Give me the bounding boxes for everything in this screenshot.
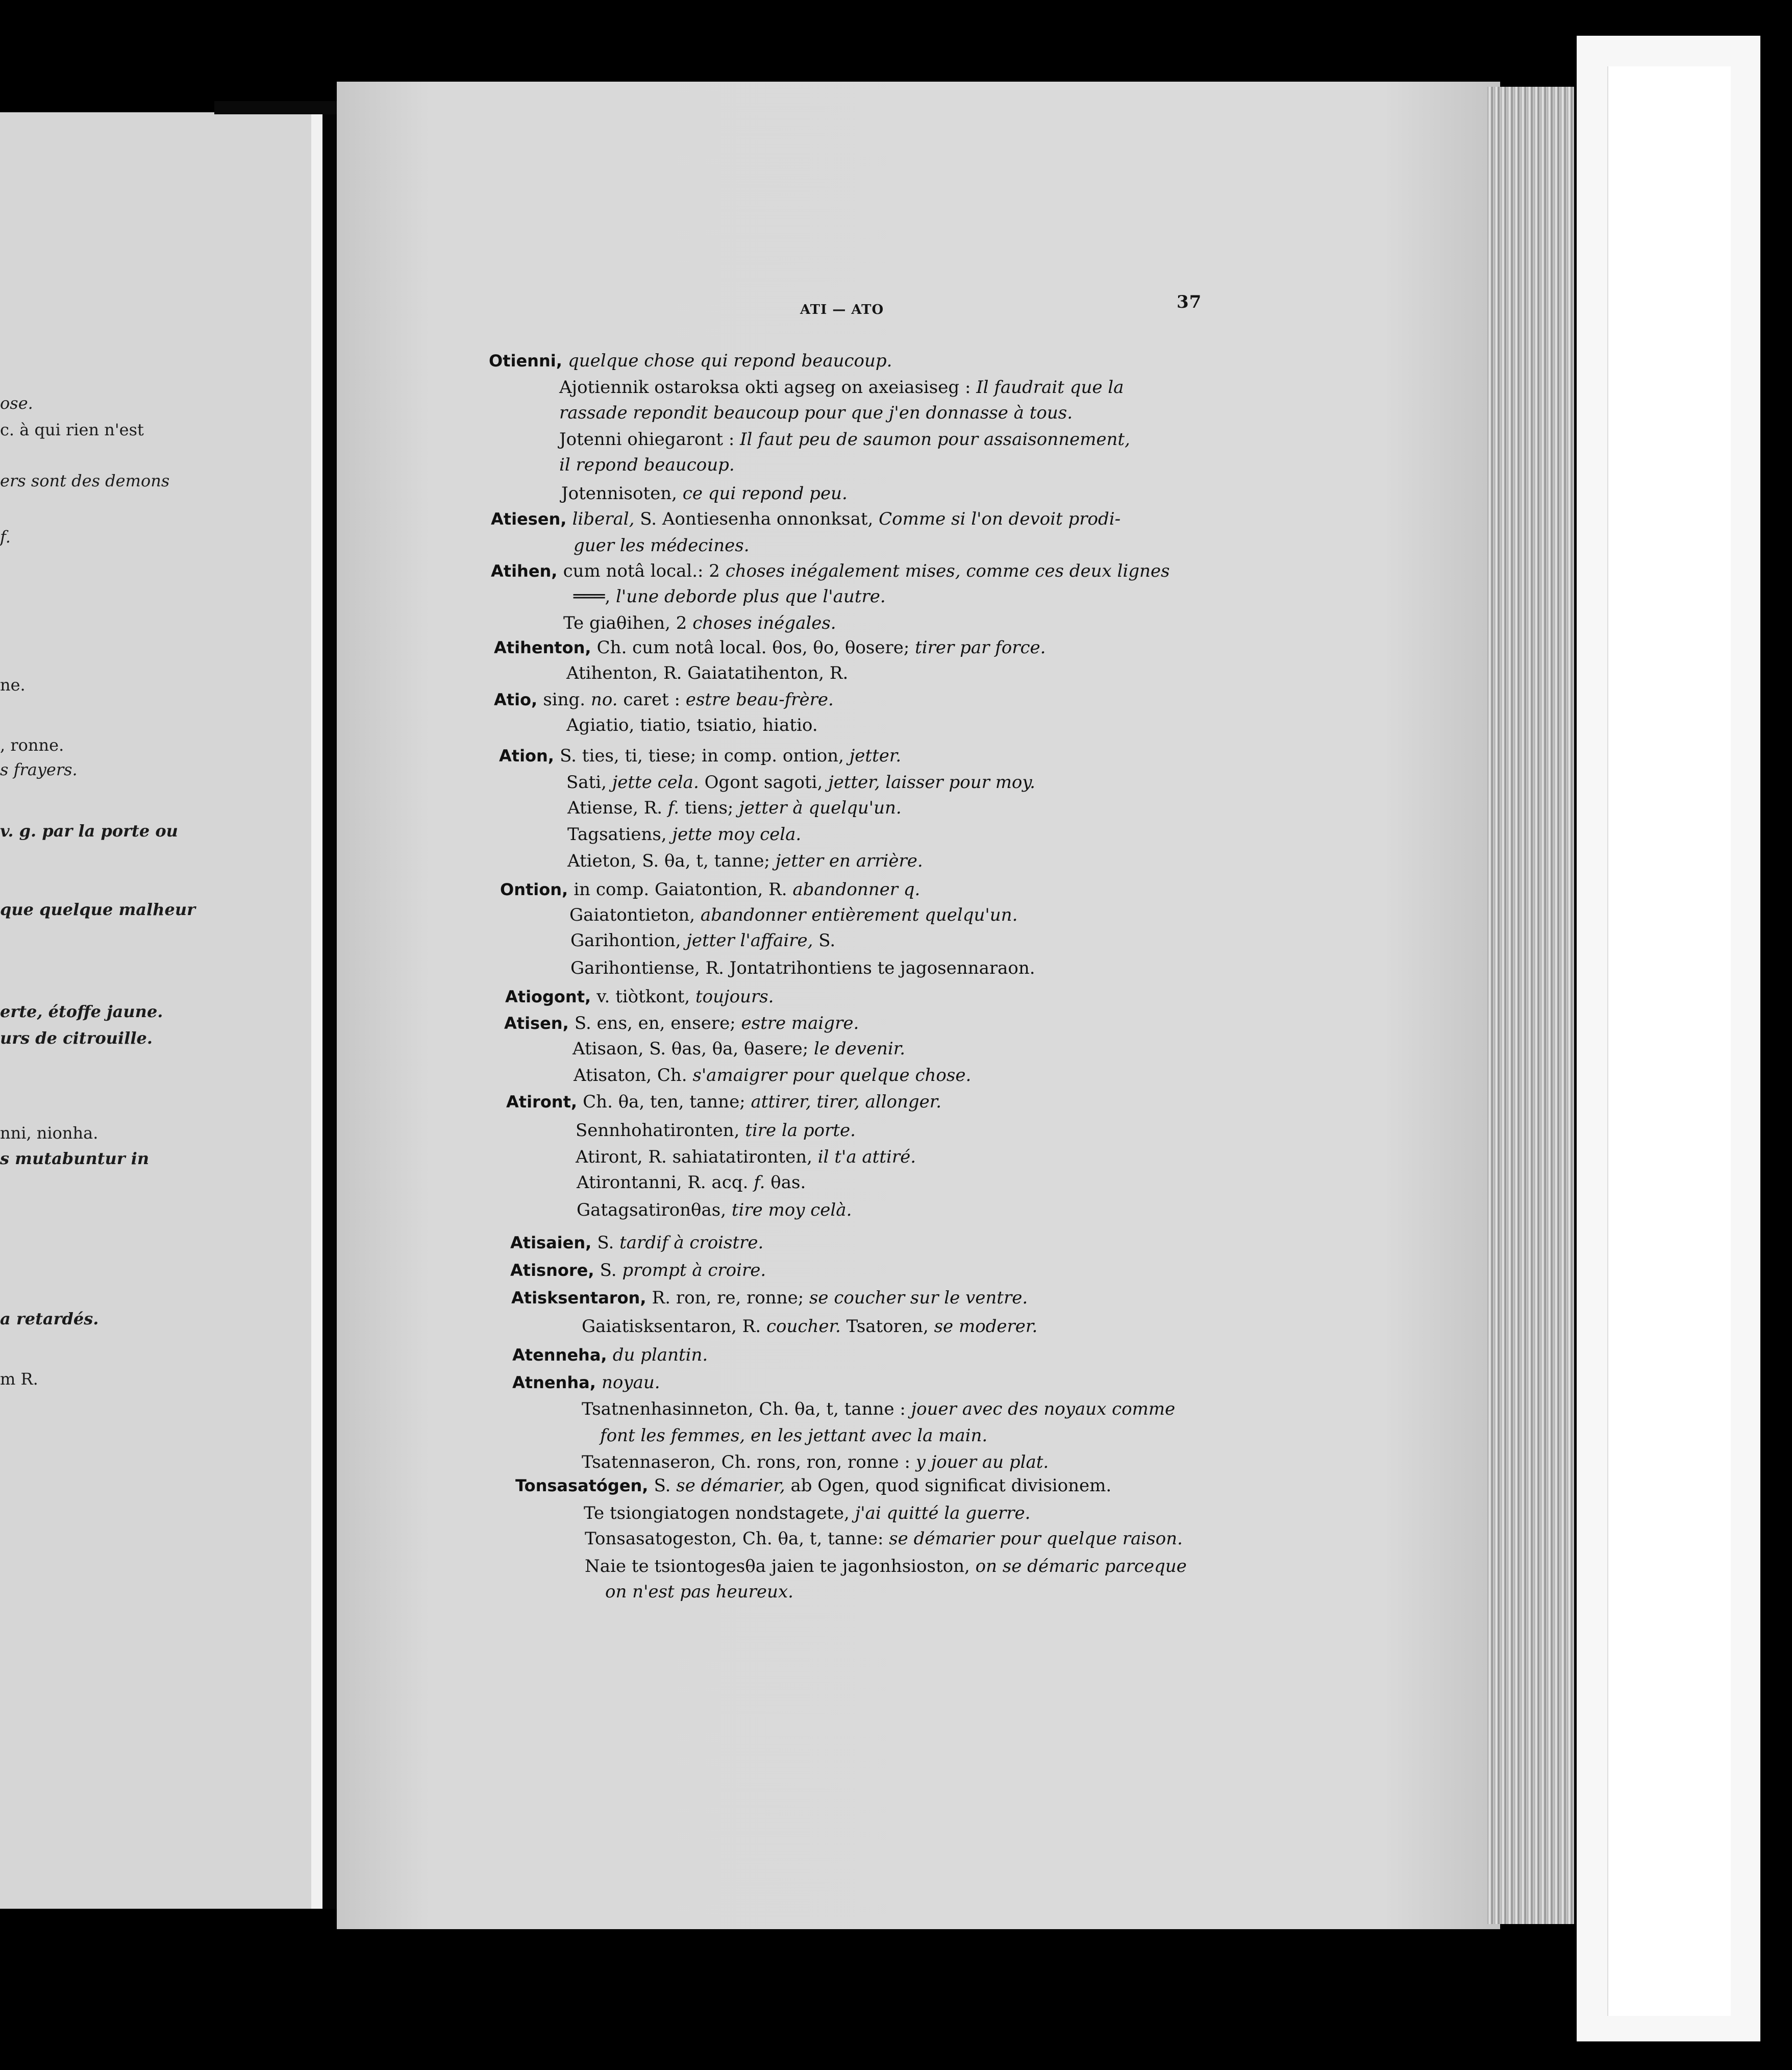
entry-line-headword [500, 879, 920, 900]
entry-text: v. tiòtkont, [596, 987, 695, 1007]
entry-text: Agiatio, tiatio, tsiatio, hiatio. [566, 715, 818, 735]
entry-line [577, 1199, 852, 1221]
left-fragment: m R. [0, 1369, 38, 1389]
headword: Atio, [494, 690, 543, 709]
headword: Atisnore, [510, 1261, 600, 1280]
definition-text: font les femmes, en les jettant avec la main. [600, 1425, 988, 1446]
definition-text: jetter l'affaire, [686, 930, 819, 951]
entry-line [576, 1146, 916, 1168]
entry-line [567, 850, 923, 872]
entry-text: Ch. cum notâ local. θos, θo, θosere; [596, 637, 915, 658]
entry-line-headword [510, 1260, 766, 1281]
entry-text: R. ron, re, ronne; [652, 1288, 809, 1308]
entry-text: Atisaon, S. θas, θa, θasere; [573, 1039, 814, 1059]
entry-text: Jotennisoten, [561, 483, 683, 504]
entry-text: Tsatnenhasinneton, Ch. θa, t, tanne : [582, 1399, 911, 1419]
definition-text: y jouer au plat. [915, 1452, 1049, 1472]
page-number: 37 [1177, 292, 1202, 312]
definition-text: f. [667, 798, 685, 818]
entry-text: Atihenton, R. Gaiatatihenton, R. [566, 663, 849, 683]
definition-text: jetter, laisser pour moy. [828, 772, 1035, 793]
entry-text: Tagsatiens, [567, 824, 673, 845]
running-header: ATI — ATO [800, 302, 884, 317]
definition-text: rassade repondit beaucoup pour que j'en donnasse à tous. [559, 403, 1073, 423]
entry-line [584, 1502, 1030, 1524]
entry-line [582, 1451, 1049, 1473]
entry-line-headword [491, 560, 1169, 582]
definition-text: s'amaigrer pour quelque chose. [692, 1065, 972, 1086]
headword: Atisksentaron, [511, 1288, 652, 1308]
entry-line [585, 1556, 1187, 1577]
left-fragment: f. [0, 527, 11, 547]
headword: Atihen, [491, 561, 563, 581]
headword: Atisaien, [510, 1233, 598, 1252]
entry-line [566, 772, 1035, 793]
entry-text: Jotenni ohiegaront : [559, 429, 740, 450]
entry-text: Atieton, S. θa, t, tanne; [567, 851, 776, 871]
left-fragment: s mutabuntur in [0, 1149, 150, 1168]
left-fragment: a retardés. [0, 1309, 99, 1328]
headword: Atisen, [504, 1014, 575, 1033]
definition-text: noyau. [602, 1372, 660, 1393]
entry-line [567, 824, 801, 845]
entry-line-headword [512, 1344, 708, 1366]
definition-text: Comme si l'on devoit prodi- [879, 509, 1121, 529]
definition-text: ce qui repond peu. [682, 483, 848, 504]
definition-text: j'ai quitté la guerre. [855, 1503, 1031, 1523]
entry-line [566, 662, 848, 684]
entry-line [563, 612, 836, 634]
entry-text: S. [818, 930, 836, 951]
left-fragment: que quelque malheur [0, 900, 195, 919]
entry-text: Atiense, R. [567, 798, 668, 818]
definition-text: tire la porte. [745, 1120, 856, 1141]
entry-text: Gatagsatironθas, [577, 1200, 732, 1220]
left-fragment: ers sont des demons [0, 471, 170, 490]
definition-text: coucher. [766, 1316, 847, 1337]
definition-text: estre maigre. [741, 1013, 859, 1033]
entry-text: Tonsasatogeston, Ch. θa, t, tanne: [585, 1529, 889, 1549]
entry-text: Te giaθihen, 2 [563, 613, 693, 633]
definition-text: guer les médecines. [574, 535, 750, 556]
scan-frame-inner [1607, 66, 1731, 2016]
entry-line [573, 1038, 905, 1059]
definition-text: on se démaric parceque [975, 1556, 1187, 1576]
entry-line [582, 1398, 1175, 1420]
definition-text: tire moy celà. [731, 1200, 852, 1220]
entry-text: Naie te tsiontogesθa jaien te jagonhsioston, [585, 1556, 976, 1576]
entry-text: Tsatoren, [846, 1316, 934, 1337]
entry-text: Ogont sagoti, [704, 772, 829, 793]
headword: Tonsasatógen, [515, 1476, 654, 1495]
entry-line [570, 957, 1035, 979]
entry-line [559, 402, 1073, 424]
entry-text: S. ties, ti, tiese; in comp. ontion, [560, 746, 850, 766]
entry-text: Sati, [566, 772, 612, 793]
definition-text: jette moy cela. [672, 824, 802, 845]
entry-line [566, 714, 818, 736]
entry-line [577, 1172, 806, 1193]
entry-line-headword [515, 1475, 1111, 1496]
entry-text: cum notâ local.: 2 [563, 561, 726, 581]
entry-line-headword [505, 986, 774, 1007]
headword: Atiogont, [505, 987, 597, 1006]
entry-text: in comp. Gaiatontion, R. [574, 879, 793, 900]
definition-text: jouer avec des noyaux comme [911, 1399, 1176, 1419]
entry-text: Ch. θa, ten, tanne; [583, 1092, 751, 1112]
entry-text: Te tsiongiatogen nondstagete, [584, 1503, 855, 1523]
definition-text: estre beau-frère. [685, 689, 834, 710]
entry-text: Garihontiense, R. Jontatrihontiens te jagosennaraon. [570, 958, 1035, 978]
entry-line-headword [512, 1372, 660, 1393]
definition-text: on n'est pas heureux. [605, 1582, 793, 1602]
definition-text: prompt à croire. [622, 1260, 766, 1280]
headword: Otienni, [489, 351, 568, 371]
entry-text: Atisaton, Ch. [574, 1065, 693, 1086]
page-edges [1487, 87, 1574, 1924]
entry-text: sing. [543, 689, 591, 710]
definition-text: quelque chose qui repond beaucoup. [568, 351, 892, 371]
entry-text: Atiront, R. sahiatatironten, [576, 1147, 818, 1167]
definition-text: du plantin. [612, 1345, 708, 1365]
left-fragment: s frayers. [0, 760, 78, 779]
entry-line-headword [491, 508, 1121, 530]
definition-text: se coucher sur le ventre. [809, 1288, 1028, 1308]
entry-text: Garihontion, [570, 930, 687, 951]
definition-text: no. [590, 689, 624, 710]
definition-text: jetter en arrière. [775, 851, 923, 871]
definition-text: se moderer. [934, 1316, 1038, 1337]
entry-line [574, 535, 750, 556]
entry-text: Gaiatontieton, [569, 905, 701, 925]
definition-text: jetter. [849, 746, 902, 766]
entry-text: S. [654, 1475, 677, 1496]
entry-text: S. ens, en, ensere; [574, 1013, 741, 1033]
left-fragment: nni, nionha. [0, 1123, 98, 1143]
entry-line-headword [511, 1287, 1028, 1309]
left-fragment: ne. [0, 675, 26, 695]
headword: Atenneha, [512, 1345, 613, 1365]
entry-text: caret : [623, 689, 686, 710]
entry-line-headword [510, 1232, 763, 1253]
entry-text: S. [597, 1233, 620, 1253]
headword: Atihenton, [494, 638, 597, 657]
entry-line [567, 797, 902, 819]
definition-text: choses inégalement mises, comme ces deux lignes [725, 561, 1170, 581]
definition-text: l'une deborde plus que l'autre. [616, 586, 886, 607]
definition-text: tirer par force. [915, 637, 1046, 658]
entry-text: S. Aontiesenha onnonksat, [640, 509, 879, 529]
entry-text: ═══, [574, 586, 616, 607]
entry-text: ab Ogen, quod significat divisionem. [790, 1475, 1112, 1496]
entry-text: Tsatennaseron, Ch. rons, ron, ronne : [582, 1452, 916, 1472]
left-fragment: urs de citrouille. [0, 1028, 153, 1048]
entry-line [574, 586, 886, 607]
left-fragment: erte, étoffe jaune. [0, 1002, 163, 1021]
entry-line [576, 1120, 856, 1141]
entry-line [561, 483, 848, 504]
left-fragment: c. à qui rien n'est [0, 420, 144, 439]
definition-text: jetter à quelqu'un. [739, 798, 902, 818]
definition-text: le devenir. [814, 1039, 906, 1059]
left-fragment: , ronne. [0, 735, 64, 755]
entry-text: tiens; [684, 798, 739, 818]
entry-line [605, 1581, 793, 1603]
entry-line [570, 930, 835, 951]
entry-text: Gaiatisksentaron, R. [582, 1316, 767, 1337]
headword: Ation, [499, 746, 560, 766]
entry-line-headword [504, 1013, 859, 1034]
entry-line [585, 1528, 1183, 1549]
headword: Atiesen, [491, 509, 573, 529]
definition-text: choses inégales. [692, 613, 836, 633]
entry-text: Ajotiennik ostaroksa okti agseg on axeiasiseg : [559, 377, 977, 398]
entry-line-headword [494, 689, 834, 710]
entry-line [600, 1425, 987, 1446]
entry-line [559, 454, 735, 476]
left-fragment: ose. [0, 393, 33, 413]
entry-line-headword [506, 1091, 941, 1113]
headword: Atnenha, [512, 1373, 602, 1392]
entry-text: S. [600, 1260, 623, 1280]
headword: Atiront, [506, 1092, 583, 1112]
definition-text: il repond beaucoup. [559, 455, 735, 475]
left-fragment: v. g. par la porte ou [0, 821, 178, 841]
definition-text: f. [754, 1172, 771, 1193]
definition-text: Il faut peu de saumon pour assaisonnement, [740, 429, 1130, 450]
definition-text: il t'a attiré. [817, 1147, 916, 1167]
definition-text: tardif à croistre. [619, 1233, 764, 1253]
definition-text: abandonner q. [792, 879, 920, 900]
entry-text: Sennhohatironten, [576, 1120, 745, 1141]
entry-line [559, 429, 1130, 450]
entry-line-headword [489, 350, 892, 372]
definition-text: se démarier, [676, 1475, 791, 1496]
definition-text: Il faudrait que la [976, 377, 1124, 398]
definition-text: liberal, [572, 509, 640, 529]
entry-line-headword [494, 637, 1046, 658]
entry-text: Atirontanni, R. acq. [577, 1172, 754, 1193]
definition-text: jette cela. [612, 772, 705, 793]
entry-line [569, 904, 1017, 926]
definition-text: attirer, tirer, allonger. [751, 1092, 942, 1112]
entry-line-headword [499, 745, 901, 767]
entry-line [559, 377, 1124, 398]
entry-text: θas. [770, 1172, 806, 1193]
headword: Ontion, [500, 880, 574, 899]
definition-text: se démarier pour quelque raison. [889, 1529, 1183, 1549]
definition-text: toujours. [695, 987, 774, 1007]
definition-text: abandonner entièrement quelqu'un. [700, 905, 1018, 925]
entry-line [582, 1316, 1037, 1337]
entry-line [574, 1065, 971, 1086]
